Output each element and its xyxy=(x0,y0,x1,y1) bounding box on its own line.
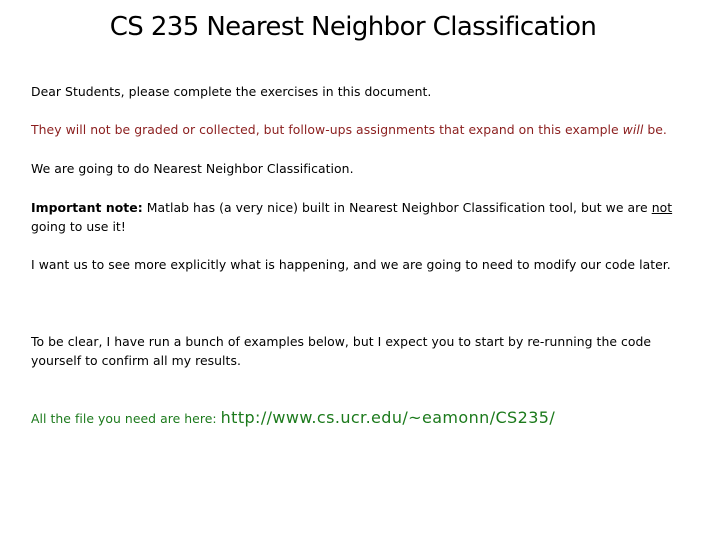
motivation-paragraph: I want us to see more explicitly what is happening, and we are going to need to modify our code later. xyxy=(31,257,671,272)
topic-paragraph: We are going to do Nearest Neighbor Classification. xyxy=(31,161,354,176)
intro-paragraph: Dear Students, please complete the exercises in this document. xyxy=(31,84,432,99)
clarification-paragraph: To be clear, I have run a bunch of examples below, but I expect you to start by re-running the code yourself to confirm all my results. xyxy=(31,334,652,368)
important-note-label: Important note: xyxy=(31,200,143,215)
page-title: CS 235 Nearest Neighbor Classification xyxy=(109,12,597,42)
grading-note-end: be. xyxy=(643,122,667,137)
important-note-underlined: not xyxy=(651,200,673,215)
important-note-paragraph xyxy=(31,198,696,236)
grading-note-text: They will not be graded or collected, but follow-ups assignments that expand on this example xyxy=(31,122,623,137)
important-note-end: going to use it! xyxy=(31,219,126,234)
files-label: All the file you need are here: xyxy=(31,411,221,426)
files-url-link[interactable]: http://www.cs.ucr.edu/~eamonn/CS235/ xyxy=(220,408,556,427)
grading-note-paragraph xyxy=(31,120,696,139)
important-note-text: Matlab has (a very nice) built in Nearest Neighbor Classification tool, but we are xyxy=(142,200,652,215)
grading-note-emphasis: will xyxy=(622,122,644,137)
files-paragraph xyxy=(31,408,696,428)
